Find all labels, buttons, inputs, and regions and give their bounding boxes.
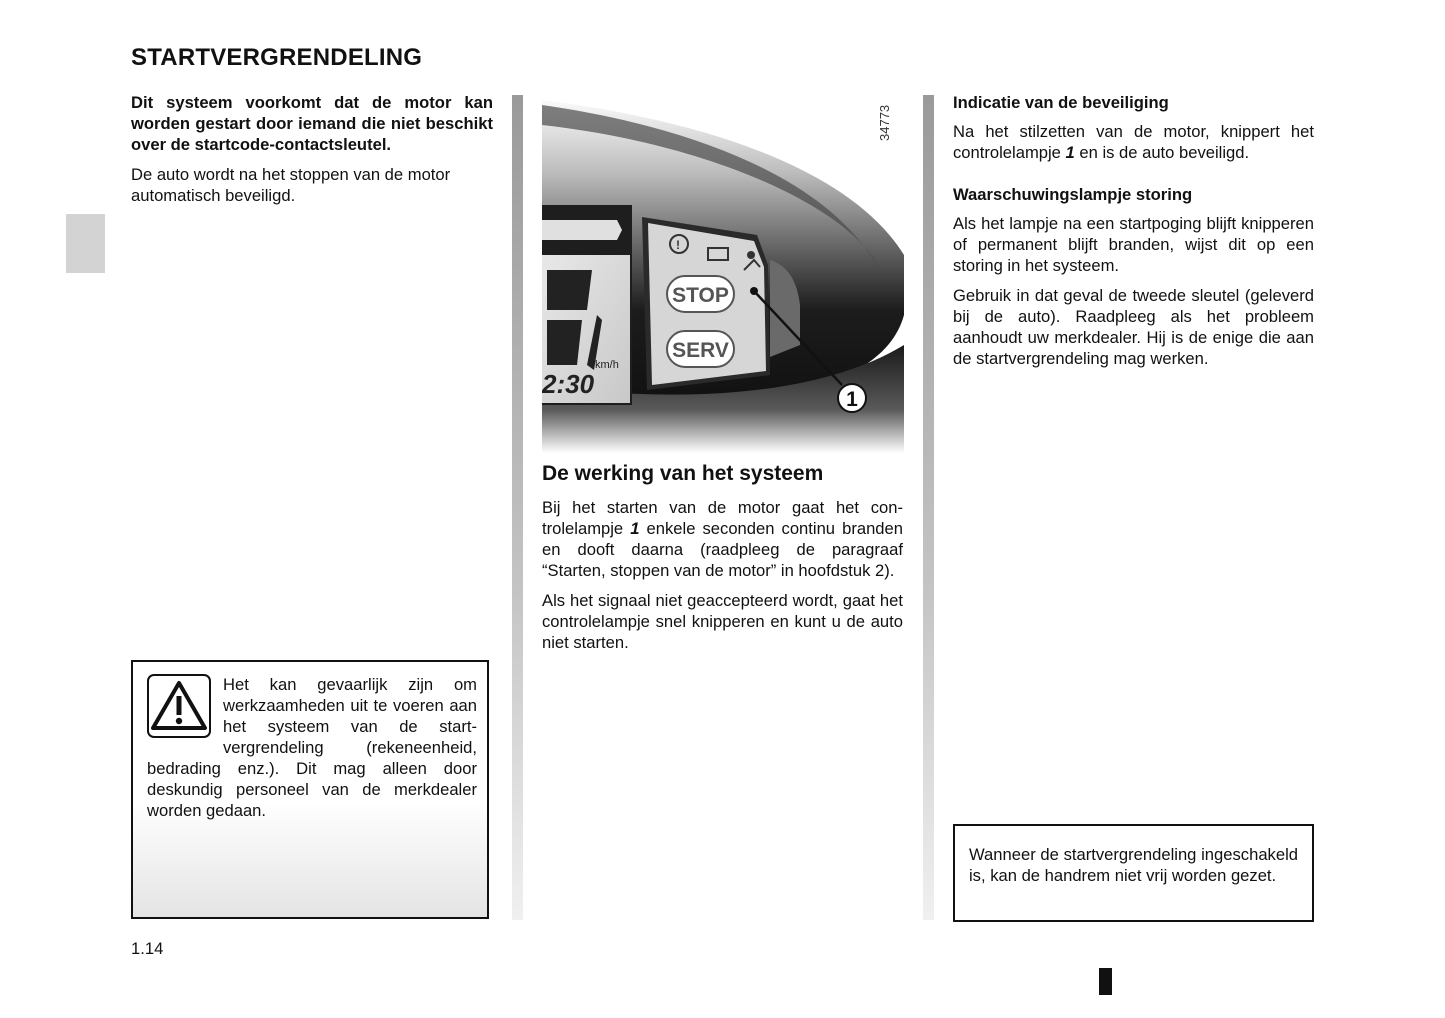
speed-unit-label: km/h bbox=[595, 359, 619, 371]
security-column bbox=[953, 92, 1314, 378]
security-p1-text-continued: en is de auto beveiligd. bbox=[1074, 143, 1250, 162]
note-box bbox=[953, 824, 1314, 922]
section-tab-marker bbox=[66, 214, 105, 273]
clock-readout: 2:30 bbox=[542, 369, 595, 399]
svg-text:!: ! bbox=[676, 238, 680, 252]
malfunction-paragraph-2: Gebruik in dat geval de tweede sleutel (geleverd bij de auto). Raadpleeg als het probleem aanhoudt uw merkdealer. Hij is de enige die aan de startvergrendeling mag werken. bbox=[953, 286, 1314, 368]
operation-p1-text: Bij het starten van de motor gaat het controlelampje bbox=[542, 498, 903, 538]
intro-column bbox=[131, 92, 493, 215]
warning-triangle-icon bbox=[147, 674, 211, 738]
operation-p1-text-continued: enkele seconden continu branden en dooft daarna (raadpleeg de paragraaf “Starten, stoppen van de motor” in hoofdstuk 2). bbox=[542, 519, 903, 580]
security-p1-text: Na het stilzetten van de motor, knippert het controlelampje bbox=[953, 122, 1314, 162]
operation-heading: De werking van het systeem bbox=[542, 462, 824, 485]
intro-bold-text: Dit systeem voorkomt dat de motor kan worden gestart door iemand die niet beschikt over de startcode-contactsleutel. bbox=[131, 93, 493, 154]
operation-paragraph-1 bbox=[542, 497, 903, 581]
airbag-icon bbox=[747, 251, 755, 259]
serv-label: SERV bbox=[672, 339, 729, 362]
operation-column bbox=[542, 497, 903, 662]
page-number: 1.14 bbox=[131, 939, 164, 958]
note-text: Wanneer de startvergrendeling ingeschakeld is, kan de handrem niet vrij worden gezet. bbox=[969, 845, 1298, 885]
page-edge-marker bbox=[1099, 968, 1112, 995]
warning-icon-spacer bbox=[147, 674, 223, 746]
column-separator-left bbox=[512, 95, 523, 920]
stop-label: STOP bbox=[672, 284, 729, 307]
warning-box bbox=[131, 660, 489, 919]
warning-text: Het kan gevaarlijk zijn om werkzaamheden uit te voeren aan het systeem van de startvergrendeling (rekeneenheid, bedrading enz.). Dit mag alleen door deskundig personeel van de merkdealer worden gedaan. bbox=[147, 675, 477, 820]
figure-number: 34773 bbox=[877, 104, 892, 141]
page-title: STARTVERGRENDELING bbox=[131, 44, 423, 71]
security-heading: Indicatie van de beveiliging bbox=[953, 93, 1169, 112]
malfunction-heading: Waarschuwingslampje storing bbox=[953, 185, 1193, 204]
malfunction-paragraph-1: Als het lampje na een startpoging blijft knipperen of permanent blijft branden, wijst dit op een storing in het systeem. bbox=[953, 214, 1314, 275]
column-separator-right bbox=[923, 95, 934, 920]
instrument-cluster-illustration bbox=[542, 95, 904, 453]
warning-text-container bbox=[147, 674, 477, 821]
operation-p1-ref: 1 bbox=[630, 519, 640, 538]
intro-text: De auto wordt na het stoppen van de motor automatisch beveiligd. bbox=[131, 165, 451, 205]
instrument-cluster-figure bbox=[542, 95, 904, 453]
callout-number: 1 bbox=[846, 388, 858, 411]
security-p1-ref: 1 bbox=[1065, 143, 1075, 162]
security-paragraph-1 bbox=[953, 121, 1314, 163]
operation-paragraph-2: Als het signaal niet geaccepteerd wordt, gaat het controlelampje snel knipperen en kunt u de auto niet starten. bbox=[542, 591, 903, 652]
